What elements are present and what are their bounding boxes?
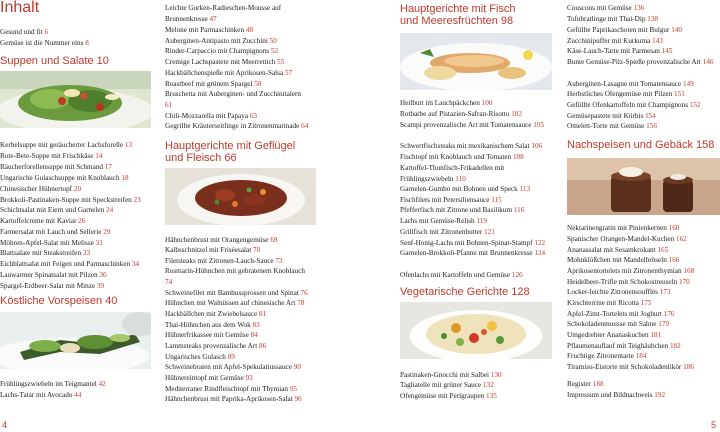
toc-entry[interactable]: Rote-Bete-Suppe mit Frischkäse 14	[0, 152, 103, 160]
toc-entry[interactable]: Brokkoli-Pastinaken-Suppe mit Speckstreifen 23	[0, 196, 141, 204]
toc-entry[interactable]: Frühlingszwiebeln im Teigmantel 42	[0, 380, 106, 388]
salad-photo	[0, 71, 151, 128]
page-number-left: 4	[2, 420, 8, 430]
toc-entry[interactable]: Heilbutt im Lauchpäckchen 100	[400, 99, 493, 107]
toc-entry[interactable]: Senf-Honig-Lachs mit Bohnen-Spinat-Stampf 122	[400, 239, 546, 247]
toc-entry[interactable]: Kartoffel-Thunfisch-Frikadellen mit Frühlingszwiebeln 110	[400, 164, 505, 183]
toc-entry[interactable]: Locker-leichte Zitronensoufflés 173	[567, 288, 671, 296]
toc-entry[interactable]: Farmersalat mit Lauch und Sellerie 29	[0, 228, 111, 236]
toc-entry[interactable]: Filetsteaks mit Zitronen-Lauch-Sauce 73	[165, 257, 283, 265]
toc-entry[interactable]: Möhren-Apfel-Salat mit Melisse 31	[0, 239, 103, 247]
section-heading-gefluegel[interactable]: Hauptgerichte mit Geflügel und Fleisch 66	[165, 140, 296, 164]
toc-entry[interactable]: Hühnereintopf mit Gemüse 93	[165, 374, 253, 382]
toc-entry[interactable]: Auberginen-Antipasto mit Zucchini 50	[165, 37, 277, 45]
toc-entry[interactable]: Spanischer Orangen-Mandel-Kuchen 162	[567, 235, 687, 243]
toc-entry[interactable]: Schwertfischsteaks mit mexikanischem Salat 106	[400, 142, 543, 150]
toc-entry[interactable]: Cremige Lachspastete mit Meerrettich 55	[165, 58, 285, 66]
toc-entry[interactable]: Gemüsepastete mit Kürbis 154	[567, 112, 656, 120]
toc-entry[interactable]: Gesund und fit 6	[0, 28, 49, 36]
toc-entry[interactable]: Couscous mit Gemüse 136	[567, 4, 645, 12]
toc-entry[interactable]: Blattsalate mit Steakstreifen 33	[0, 249, 91, 257]
toc-entry[interactable]: Auberginen-Lasagne mit Tomatensauce 149	[567, 80, 694, 88]
toc-entry[interactable]: Ananassalat mit Sesamkrokant 165	[567, 246, 669, 254]
toc-entry[interactable]: Schweinebraten mit Apfel-Spekulatiussauce 90	[165, 363, 301, 371]
toc-entry[interactable]: Lammsteaks provenzalische Art 86	[165, 342, 267, 350]
toc-entry[interactable]: Hähnchenbrust mit Paprika-Aprikosen-Salat 96	[165, 395, 302, 403]
toc-entry[interactable]: Gefüllte Ofenkartoffeln mit Champignons 152	[567, 101, 701, 109]
toc-entry[interactable]: Spargel-Erdbeer-Salat mit Minze 39	[0, 282, 105, 290]
toc-entry[interactable]: Pflaumenauflauf mit Teighäubchen 182	[567, 342, 681, 350]
toc-entry[interactable]: Fischfilets mit Petersiliensauce 115	[400, 196, 502, 204]
toc-entry[interactable]: Hackbällchen mit Zwiebelsauce 81	[165, 310, 267, 318]
toc-entry[interactable]: Mediterraner Rindfleischtopf mit Thymian 95	[165, 385, 298, 393]
toc-entry[interactable]: Tofubratlinge mit Thai-Dip 138	[567, 15, 658, 23]
section-heading-vorspeisen[interactable]: Köstliche Vorspeisen 40	[0, 295, 118, 307]
toc-entry[interactable]: Umgedrehter Ananaskuchen 181	[567, 331, 662, 339]
toc-entry[interactable]: Kirschterrine mit Ricotta 175	[567, 299, 652, 307]
section-heading-vegetarisch[interactable]: Vegetarische Gerichte 128	[400, 286, 530, 298]
veggie-photo	[400, 302, 552, 359]
toc-entry[interactable]: Omelett-Torte mit Gemüse 156	[567, 122, 657, 130]
toc-entry[interactable]: Rinder-Carpaccio mit Champignons 52	[165, 47, 279, 55]
toc-entry[interactable]: Fruchtige Zitronentarte 184	[567, 352, 647, 360]
toc-entry[interactable]: Bruschetta mit Auberginen- und Zucchinitalern 61	[165, 90, 301, 109]
starter-photo	[0, 312, 151, 369]
toc-entry[interactable]: Lachs mit Gemüse-Relish 119	[400, 217, 487, 225]
section-heading-suppen[interactable]: Suppen und Salate 10	[0, 55, 109, 67]
section-heading-fisch[interactable]: Hauptgerichte mit Fisch und Meeresfrüchten 98	[400, 3, 516, 27]
toc-entry[interactable]: Apfel-Zimt-Tortelets mit Joghurt 176	[567, 310, 675, 318]
toc-entry[interactable]: Grillfisch mit Zitronenbutter 121	[400, 228, 495, 236]
toc-entry[interactable]: Aprikosentortelets mit Zitronenthymian 168	[567, 267, 695, 275]
page-number-right: 5	[710, 420, 716, 430]
toc-entry[interactable]: Roastbeef mit grünem Spargel 58	[165, 80, 262, 88]
toc-entry[interactable]: Mohnklößchen mit Mandelbröseln 166	[567, 256, 680, 264]
toc-entry[interactable]: Kerbelsuppe mit geräucherter Lachsforelle 13	[0, 141, 133, 149]
toc-entry[interactable]: Herbstliches Ofengemüse mit Pilzen 151	[567, 90, 685, 98]
toc-entry[interactable]: Schokoladenmousse mit Sahne 179	[567, 320, 670, 328]
toc-entry[interactable]: Gegrillte Kräuterseitlinge in Zitronenmarinade 64	[165, 122, 309, 130]
toc-entry[interactable]: Hähnchenbrust mit Orangengemüse 69	[165, 236, 278, 244]
toc-entry[interactable]: Räucherforellensuppe mit Schmand 17	[0, 163, 112, 171]
toc-entry[interactable]: Ofengemüse mit Perlgraupen 135	[400, 392, 497, 400]
toc-entry[interactable]: Ofenlachs mit Kartoffeln und Gemüse 126	[400, 271, 523, 279]
toc-entry[interactable]: Leichte Gurken-Radieschen-Mousse auf Brunnenkresse 47	[165, 4, 282, 23]
toc-entry[interactable]: Kartoffelcreme mit Kaviar 26	[0, 217, 86, 225]
toc-entry[interactable]: Hühnerfrikassee mit Gemüse 84	[165, 331, 258, 339]
toc-entry[interactable]: Nektarinengratin mit Pinienkernen 160	[567, 224, 680, 232]
toc-entry[interactable]: Tiramisu-Eistorte mit Schokoladenlikör 186	[567, 363, 694, 371]
toc-entry[interactable]: Gefüllte Paprikaschoten mit Bulgur 140	[567, 26, 682, 34]
toc-entry[interactable]: Eichblattsalat mit Feigen und Parmaschinken 34	[0, 260, 140, 268]
fish-photo	[400, 33, 552, 90]
toc-entry[interactable]: Schweinefilet mit Bambussprossen und Spinat 76	[165, 289, 308, 297]
meat-photo	[165, 168, 316, 225]
toc-entry[interactable]: Käse-Lauch-Tarte mit Parmesan 145	[567, 47, 673, 55]
toc-entry-impressum[interactable]: Impressum und Bildnachweis 192	[567, 391, 666, 399]
toc-entry[interactable]: Fischtopf mit Knoblauch und Tomaten 108	[400, 153, 524, 161]
toc-entry[interactable]: Ungarische Gulaschsuppe mit Knoblauch 18	[0, 174, 129, 182]
toc-entry[interactable]: Garnelen-Brokkoli-Pfanne mit Brunnenkresse 124	[400, 249, 546, 257]
section-heading-nachspeisen[interactable]: Nachspeisen und Gebäck 158	[567, 139, 715, 151]
toc-entry[interactable]: Melone mit Parmaschinken 48	[165, 26, 254, 34]
toc-entry[interactable]: Gemüse ist die Nummer eins 8	[0, 39, 89, 47]
toc-entry[interactable]: Lachs-Tatar mit Avocado 44	[0, 391, 82, 399]
toc-entry[interactable]: Pfefferfisch mit Zitrone und Basilikum 116	[400, 206, 525, 214]
toc-entry-register[interactable]: Register 188	[567, 380, 604, 388]
toc-entry[interactable]: Chinesischer Hühnertopf 20	[0, 185, 82, 193]
toc-entry[interactable]: Garnelen-Gumbo mit Bohnen und Speck 113	[400, 185, 531, 193]
toc-entry[interactable]: Chili-Mozzarella mit Papaya 63	[165, 112, 258, 120]
toc-entry[interactable]: Ungarisches Gulasch 89	[165, 353, 235, 361]
toc-entry[interactable]: Kalbsschnitzel mit Friséesalat 70	[165, 246, 261, 254]
toc-entry[interactable]: Bunte Gemüse-Pilz-Spieße provenzalische Art 146	[567, 58, 714, 66]
toc-entry[interactable]: Rotbarbe auf Pistazien-Safran-Risotto 102	[400, 110, 522, 118]
toc-entry[interactable]: Hackbällchenspieße mit Aprikosen-Salsa 57	[165, 69, 293, 77]
page-title: Inhalt	[0, 0, 40, 16]
toc-entry[interactable]: Rosmarin-Hühnchen mit gebratenem Knoblauch 74	[165, 267, 305, 286]
dessert-photo	[567, 158, 720, 215]
toc-entry[interactable]: Pastinaken-Gnocchi mit Salbei 130	[400, 371, 502, 379]
toc-entry[interactable]: Scampi provenzalische Art mit Tomatensauce 105	[400, 121, 545, 129]
toc-entry[interactable]: Thai-Hühnchen aus dem Wok 83	[165, 321, 260, 329]
toc-entry[interactable]: Lauwarmer Spinatsalat mit Pilzen 36	[0, 271, 107, 279]
toc-entry[interactable]: Hühnchen mit Walnüssen auf chinesische Art 78	[165, 299, 305, 307]
toc-entry[interactable]: Tagliatelle mit grüner Sauce 132	[400, 381, 494, 389]
toc-entry[interactable]: Zucchinipuffer mit Kurkuma 143	[567, 37, 663, 45]
toc-entry[interactable]: Schichtsalat mit Eiern und Garnelen 24	[0, 206, 114, 214]
toc-entry[interactable]: Heidelbeer-Trifle mit Schokostreuseln 170	[567, 278, 690, 286]
